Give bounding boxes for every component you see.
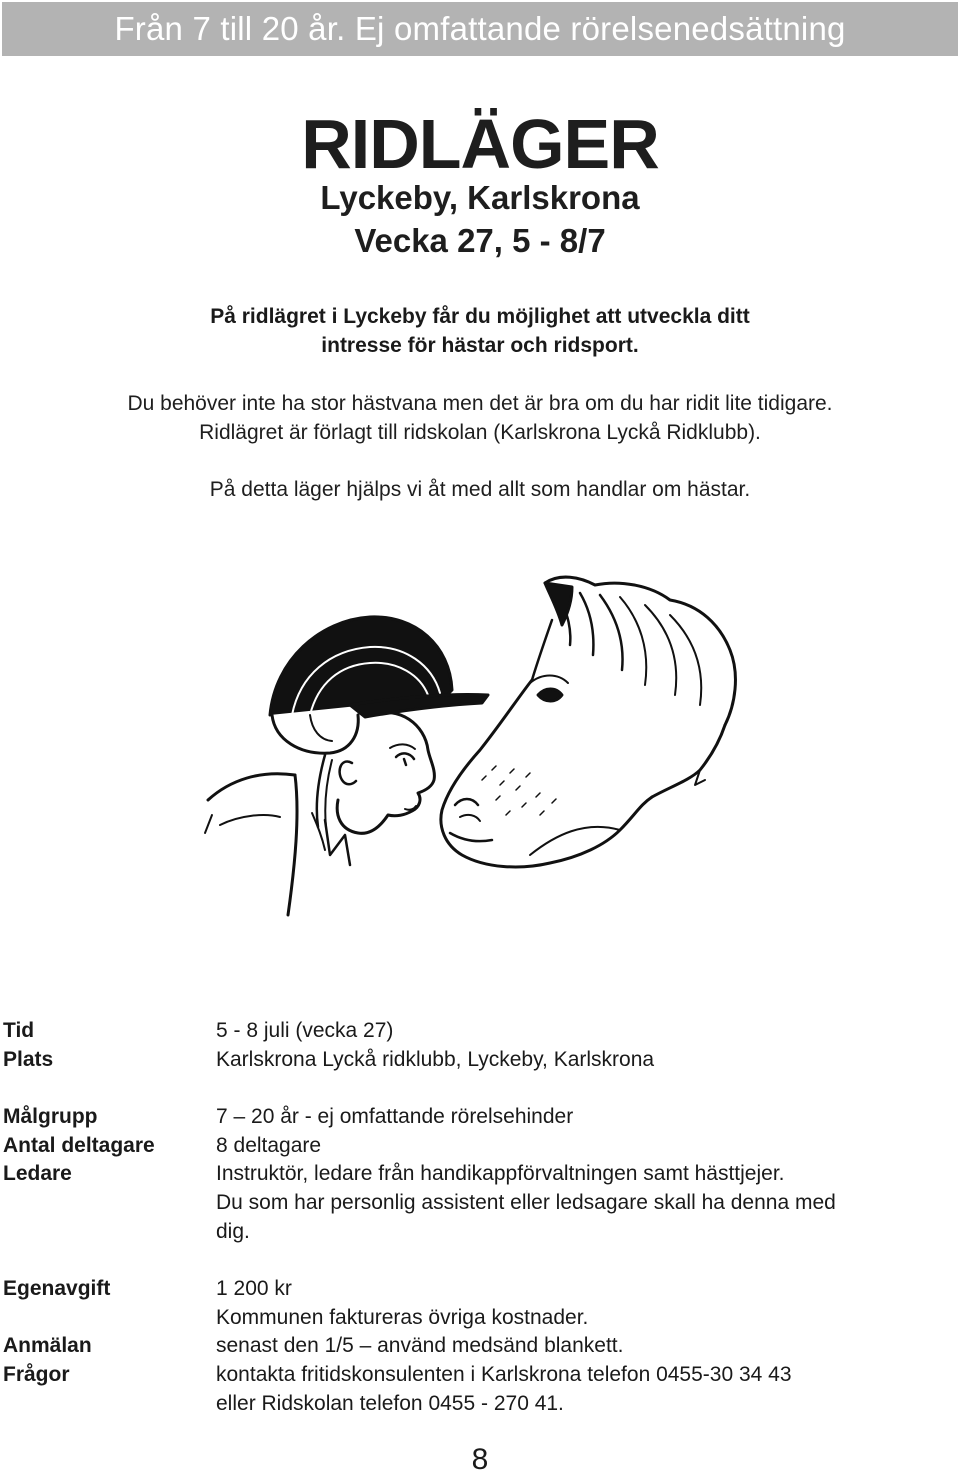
info-value: 5 - 8 juli (vecka 27) (216, 1019, 394, 1042)
info-row-fragor-2 (3, 1389, 953, 1418)
info-value: Du som har personlig assistent eller ledsagare skall ha denna med (216, 1191, 836, 1214)
info-label: Egenavgift (3, 1277, 111, 1300)
info-row-ledare-3 (3, 1217, 953, 1246)
info-row-plats (3, 1045, 953, 1074)
intro-line-1: På ridlägret i Lyckeby får du möjlighet att utveckla ditt (210, 305, 750, 328)
info-label: Frågor (3, 1363, 70, 1386)
info-value: kontakta fritidskonsulenten i Karlskrona telefon 0455-30 34 43 (216, 1363, 792, 1386)
info-row-antal (3, 1131, 953, 1160)
intro-line-2: intresse för hästar och ridsport. (321, 334, 639, 357)
helping-paragraph: På detta läger hjälps vi åt med allt som handlar om hästar. (209, 478, 751, 501)
info-row-malgrupp (3, 1102, 953, 1131)
location-subtitle: Lyckeby, Karlskrona (320, 179, 640, 216)
info-value: Karlskrona Lyckå ridklubb, Lyckeby, Karlskrona (216, 1048, 655, 1071)
info-row-anmalan (3, 1331, 953, 1360)
info-value: dig. (216, 1220, 250, 1243)
info-value: Kommunen faktureras övriga kostnader. (216, 1306, 589, 1329)
page-title: RIDLÄGER (301, 105, 659, 183)
description-line-1: Du behöver inte ha stor hästvana men det är bra om du har ridit lite tidigare. (127, 392, 833, 415)
week-subtitle: Vecka 27, 5 - 8/7 (354, 222, 606, 259)
info-row-egenavgift-2 (3, 1303, 953, 1332)
intro-text (0, 302, 960, 360)
info-row-tid (3, 1016, 953, 1045)
page-number: 8 (471, 1443, 489, 1476)
info-value: 7 – 20 år - ej omfattande rörelsehinder (216, 1105, 574, 1128)
info-value: Instruktör, ledare från handikappförvaltningen samt hästtjejer. (216, 1162, 785, 1185)
age-banner: Från 7 till 20 år. Ej omfattande rörelsenedsättning (2, 2, 958, 56)
info-value: eller Ridskolan telefon 0455 - 270 41. (216, 1392, 564, 1415)
info-label: Anmälan (3, 1334, 92, 1357)
info-value: senast den 1/5 – använd medsänd blankett. (216, 1334, 624, 1357)
info-row-egenavgift (3, 1274, 953, 1303)
info-label: Ledare (3, 1162, 72, 1185)
info-value: 1 200 kr (216, 1277, 292, 1300)
info-value: 8 deltagare (216, 1134, 322, 1157)
info-row-ledare (3, 1159, 953, 1188)
description-paragraph (0, 389, 960, 447)
info-label: Antal deltagare (3, 1134, 155, 1157)
description-line-2: Ridlägret är förlagt till ridskolan (Karlskrona Lyckå Ridklubb). (199, 421, 761, 444)
girl-and-horse-illustration-icon (200, 565, 760, 925)
info-label: Målgrupp (3, 1105, 98, 1128)
info-row-ledare-2 (3, 1188, 953, 1217)
info-row-fragor (3, 1360, 953, 1389)
info-label: Plats (3, 1048, 54, 1071)
info-label: Tid (3, 1019, 35, 1042)
